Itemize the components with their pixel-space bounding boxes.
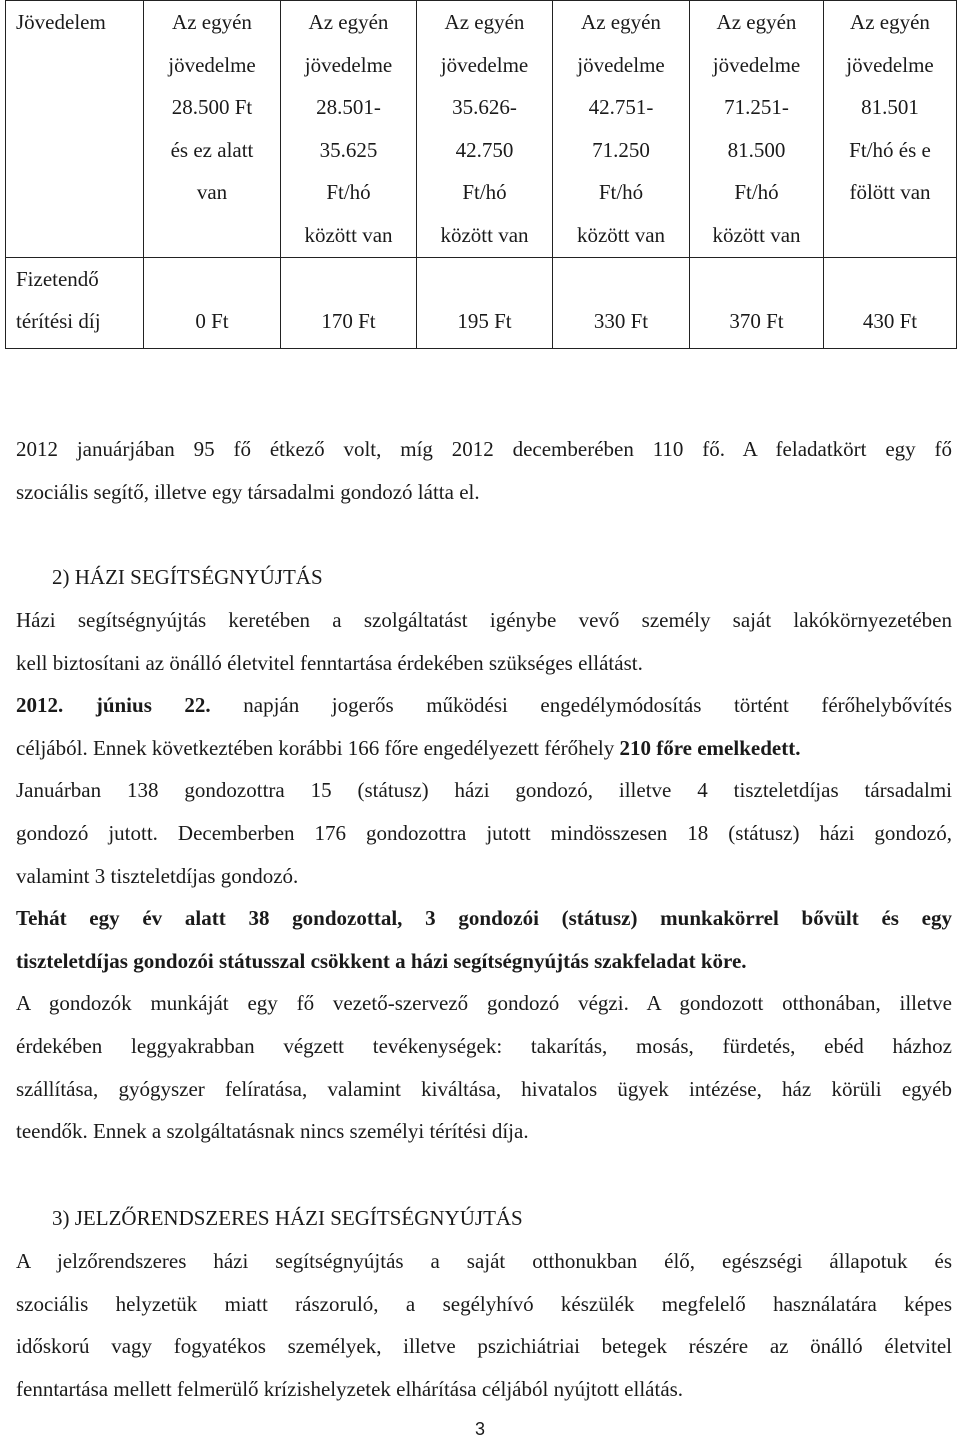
income-bracket-cell: Az egyén jövedelme 28.501- 35.625 Ft/hó között van: [281, 1, 417, 258]
paragraph-diners: 2012 januárjában 95 fő étkező volt, míg 2012 decemberében 110 fő. A feladatkört egy fő szociális segítő, illetve egy társadalmi gondozó látta el.: [16, 437, 952, 504]
section-heading-alarm-system: 3) JELZŐRENDSZERES HÁZI SEGÍTSÉGNYÚJTÁS: [52, 1206, 523, 1230]
section-body-alarm-system: [16, 1240, 952, 1410]
row-header-fee: Fizetendő térítési díj: [6, 257, 144, 348]
paragraph-line: érdekében leggyakrabban végzett tevékenységek: takarítás, mosás, fürdetés, ebéd házhoz: [16, 1033, 952, 1058]
paragraph-line: A jelzőrendszeres házi segítségnyújtás a saját otthonukban élő, egészségi állapotuk és: [16, 1249, 952, 1273]
income-row: [6, 1, 957, 258]
paragraph-line: kell biztosítani az önálló életvitel fenntartása érdekében szükséges ellátást.: [16, 650, 643, 675]
income-bracket-cell: Az egyén jövedelme 35.626- 42.750 Ft/hó között van: [417, 1, 553, 258]
paragraph-line: valamint 3 tiszteletdíjas gondozó.: [16, 863, 299, 888]
paragraph-line: Januárban 138 gondozottra 15 (státusz) házi gondozó, illetve 4 tiszteletdíjas társadalmi: [16, 778, 952, 803]
income-bracket-cell: Az egyén jövedelme 81.501 Ft/hó és e fölött van: [824, 1, 957, 258]
paragraph-line: időskorú vagy fogyatékos személyek, illetve pszichiátriai betegek részére az önálló életvitel: [16, 1334, 952, 1359]
paragraph-line: szállítása, gyógyszer felíratása, valamint kiváltása, hivatalos ügyek intézése, ház körüli egyéb: [16, 1076, 952, 1101]
paragraph-line: céljából. Ennek következtében korábbi 166 főre engedélyezett férőhely 210 főre emelkedett.: [16, 735, 801, 760]
fee-row: [6, 257, 957, 348]
paragraph-line-bold: tiszteletdíjas gondozói státusszal csökkent a házi segítségnyújtás szakfeladat köre.: [16, 948, 747, 973]
paragraph-line: teendők. Ennek a szolgáltatásnak nincs személyi térítési díja.: [16, 1119, 529, 1144]
fee-cell: 195 Ft: [417, 257, 553, 348]
paragraph-line: 2012. június 22. napján jogerős működési engedélymódosítás történt férőhelybővítés: [16, 693, 952, 718]
paragraph-line: A gondozók munkáját egy fő vezető-szervező gondozó végzi. A gondozott otthonában, illetve: [16, 991, 952, 1016]
paragraph-line-bold: Tehát egy év alatt 38 gondozottal, 3 gondozói (státusz) munkakörrel bővült és egy: [16, 906, 952, 931]
fee-cell: 430 Ft: [824, 257, 957, 348]
income-bracket-cell: Az egyén jövedelme 42.751- 71.250 Ft/hó között van: [553, 1, 690, 258]
fee-cell: 170 Ft: [281, 257, 417, 348]
income-bracket-cell: Az egyén jövedelme 71.251- 81.500 Ft/hó között van: [690, 1, 824, 258]
section-body-home-help: [16, 599, 952, 1153]
fee-cell: 330 Ft: [553, 257, 690, 348]
paragraph-line: Házi segítségnyújtás keretében a szolgáltatást igénybe vevő személy saját lakókörnyezetében: [16, 608, 952, 632]
paragraph-line: fenntartása mellett felmerülő krízishelyzetek elhárítása céljából nyújtott ellátás.: [16, 1376, 684, 1401]
paragraph-line: gondozó jutott. Decemberben 176 gondozottra jutott mindösszesen 18 (státusz) házi gondozó,: [16, 820, 952, 845]
row-header-income: Jövedelem: [6, 1, 144, 258]
fee-cell: 0 Ft: [144, 257, 281, 348]
paragraph-line: szociális helyzetük miatt rászoruló, a segélyhívó készülék megfelelő használatára képes: [16, 1291, 952, 1316]
page-number: 3: [474, 1419, 485, 1439]
section-heading-home-help: 2) HÁZI SEGÍTSÉGNYÚJTÁS: [52, 565, 323, 589]
fee-cell: 370 Ft: [690, 257, 824, 348]
fee-table: [5, 0, 957, 349]
income-bracket-cell: Az egyén jövedelme 28.500 Ft és ez alatt van: [144, 1, 281, 258]
